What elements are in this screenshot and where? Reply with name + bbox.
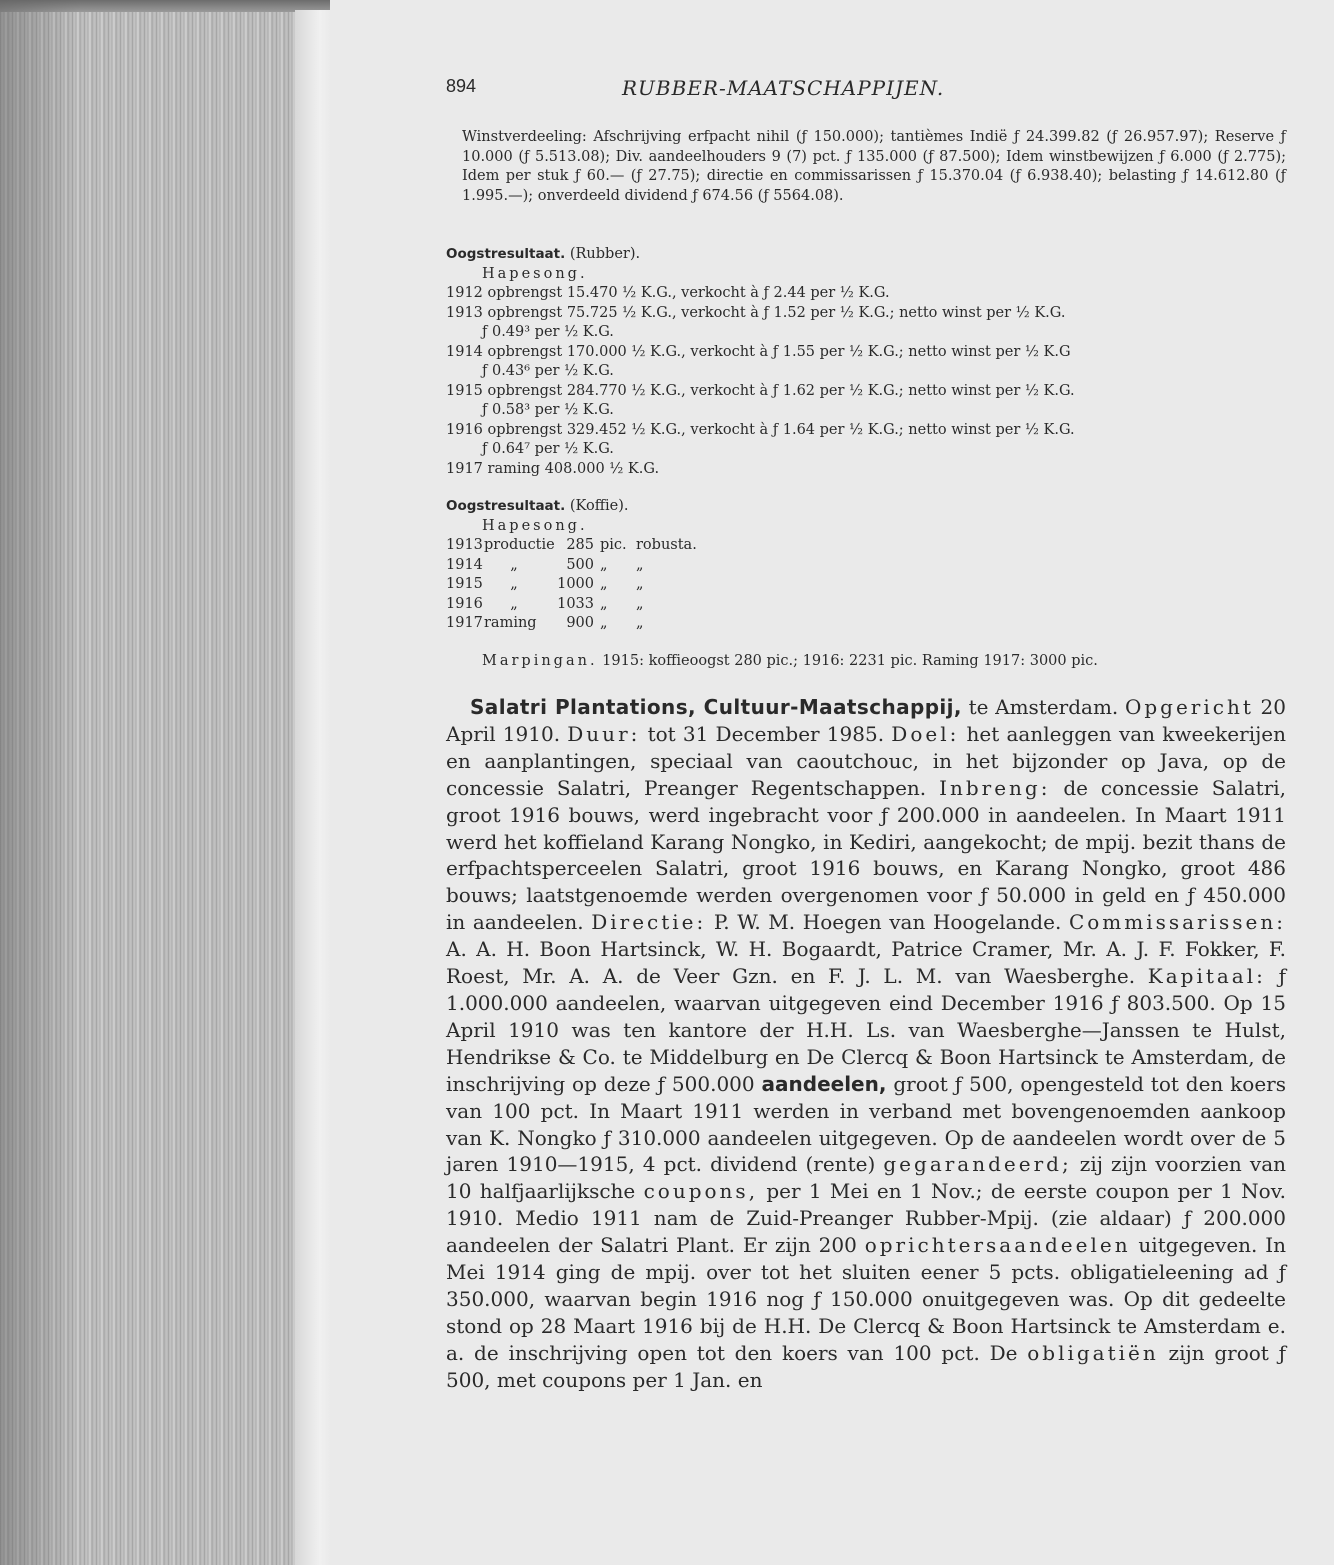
kind: raming xyxy=(484,615,537,631)
text: per 1 Mei en 1 Nov.; de eerste coupon per 1 Nov. 1910. Medio 1911 nam de Zuid-Preanger Rubber-Mpij. (zie aldaar) ƒ 200.000 aandeelen der Salatri Plant. Er zijn 200 xyxy=(446,1179,1287,1258)
salatri-paragraph xyxy=(446,694,1286,1394)
company-name: Salatri Plantations, Cultuur-Maatschappij, xyxy=(470,695,962,719)
rubber-line: 1916 opbrengst 329.452 ½ K.G., verkocht à ƒ 1.64 per ½ K.G.; netto winst per ½ K.G. xyxy=(446,421,1075,438)
rubber-line: 1917 raming 408.000 ½ K.G. xyxy=(446,460,660,477)
note: „ xyxy=(636,576,644,592)
value: 500 xyxy=(566,556,594,573)
text: tot 31 December 1985. xyxy=(640,721,892,746)
opgericht-label: Opgericht xyxy=(1124,695,1254,719)
doel-label: Doel: xyxy=(891,721,960,746)
unit: „ xyxy=(600,615,608,631)
obligatien-label: obligatiën xyxy=(1027,1340,1159,1365)
text: de concessie Salatri, groot 1916 bouws, werd ingebracht voor ƒ 200.000 in aandeelen. In Maart 1911 werd het koffieland Karang Nongko, in Kediri, aangekocht; de mpij. bezit thans de erfpachtsperceelen Salatri, groot 1916 bouws, en Karang Nongko, groot 486 bouws; laatstgenoemde werden overgenomen voor ƒ 50.000 in geld en ƒ 450.000 in aandeelen. xyxy=(446,775,1287,935)
kind: productie xyxy=(484,537,555,553)
salatri-entry xyxy=(446,694,1286,1394)
year: 1915 xyxy=(446,576,483,592)
oprichters-label: oprichtersaandeelen xyxy=(864,1233,1131,1258)
value: 1033 xyxy=(557,595,594,612)
text: zijn groot ƒ 500, met coupons per 1 Jan. en xyxy=(446,1340,1286,1392)
running-head xyxy=(446,76,1286,102)
text: groot ƒ 500, opengesteld tot den koers van 100 pct. In Maart 1911 werden in verband met bovengenoemden aankoop van K. Nongko ƒ 310.000 aandeelen uitgegeven. Op de aandeelen wordt over de 5 jaren 1910—1915, 4 pct. dividend (rente) xyxy=(446,1071,1286,1177)
unit: „ xyxy=(600,556,608,573)
year: 1913 xyxy=(446,537,483,553)
value: 285 xyxy=(566,537,594,553)
year: 1914 xyxy=(446,556,483,573)
winstverdeeling-text: Winstverdeeling: Afschrijving erfpacht nihil (ƒ 150.000); tantièmes Indië ƒ 24.399.82 (ƒ 26.957.97); Reserve ƒ 10.000 (ƒ 5.513.08); Div. aandeelhouders 9 (7) pct. ƒ 135.000 (ƒ 87.500); Idem winstbewijzen ƒ 6.000 (ƒ 2.775); Idem per stuk ƒ 60.— (ƒ 27.75); directie en commissarissen ƒ 15.370.04 (ƒ 6.938.40); belasting ƒ 14.612.80 (ƒ 1.995.—); onverdeeld dividend ƒ 674.56 (ƒ 5564.08). xyxy=(462,129,1286,204)
year: 1916 xyxy=(446,595,483,612)
note: „ xyxy=(636,595,644,612)
book-page-edges xyxy=(0,0,330,1565)
aandeelen-label: aandeelen, xyxy=(761,1071,887,1096)
rubber-estate: Hapesong. xyxy=(482,265,588,282)
directie-label: Directie: xyxy=(591,910,707,935)
koffie-harvest-section xyxy=(446,497,1286,671)
marpingan-line xyxy=(446,652,1286,672)
koffie-heading: Oogstresultaat. xyxy=(446,498,566,514)
rubber-line: ƒ 0.49³ per ½ K.G. xyxy=(482,324,614,340)
text: uitgegeven. In Mei 1914 ging de mpij. over tot het sluiten eener 5 pcts. obligatieleening ad ƒ 350.000, waarvan begin 1916 nog ƒ 150.000 onuitgegeven was. Op dit gedeelte stond op 28 Maart 1916 bij de H.H. De Clercq & Boon Hartsinck te Amsterdam e. a. de inschrijving open tot den koers van 100 pct. De xyxy=(446,1233,1287,1365)
koffie-row xyxy=(446,556,1286,576)
marpingan-text: 1915: koffieoogst 280 pic.; 1916: 2231 pic. Raming 1917: 3000 pic. xyxy=(602,652,1098,669)
unit: „ xyxy=(600,595,608,612)
kapitaal-label: Kapitaal: xyxy=(1147,964,1266,989)
koffie-subject: (Koffie). xyxy=(569,498,629,514)
commissarissen-label: Commissarissen: xyxy=(1068,910,1286,935)
rubber-line: ƒ 0.64⁷ per ½ K.G. xyxy=(482,441,614,457)
kind: „ xyxy=(510,556,518,573)
year: 1917 xyxy=(446,615,483,631)
kind: „ xyxy=(510,595,518,612)
text: P. W. M. Hoegen van Hoogelande. xyxy=(706,910,1069,935)
text: 20 April 1910. xyxy=(446,695,1286,746)
winstverdeeling-paragraph xyxy=(446,128,1286,206)
marpingan-label: Marpingan. xyxy=(482,652,598,669)
page-number: 894 xyxy=(446,76,477,96)
unit: „ xyxy=(600,576,608,592)
note: „ xyxy=(636,556,644,573)
koffie-row xyxy=(446,614,1286,634)
running-title: RUBBER-MAATSCHAPPIJEN. xyxy=(622,76,945,100)
rubber-line: 1913 opbrengst 75.725 ½ K.G., verkocht à ƒ 1.52 per ½ K.G.; netto winst per ½ K.G. xyxy=(446,304,1066,321)
rubber-line: 1912 opbrengst 15.470 ½ K.G., verkocht à ƒ 2.44 per ½ K.G. xyxy=(446,285,890,301)
koffie-row xyxy=(446,575,1286,595)
text: te Amsterdam. xyxy=(961,695,1125,719)
koffie-row xyxy=(446,536,1286,556)
rubber-line: 1915 opbrengst 284.770 ½ K.G., verkocht à ƒ 1.62 per ½ K.G.; netto winst per ½ K.G. xyxy=(446,382,1075,399)
duur-label: Duur: xyxy=(567,721,641,746)
koffie-estate: Hapesong. xyxy=(482,517,588,534)
note: „ xyxy=(636,615,644,631)
unit: pic. xyxy=(600,537,627,553)
text: A. A. H. Boon Hartsinck, W. H. Bogaardt, Patrice Cramer, Mr. A. J. F. Fokker, F. Roest, Mr. A. A. de Veer Gzn. en F. J. L. M. van Waesberghe. xyxy=(446,937,1286,989)
text: ƒ 1.000.000 aandeelen, waarvan uitgegeven eind December 1916 ƒ 803.500. Op 15 April 1910 was ten kantore der H.H. Ls. van Waesberghe—Janssen te Hulst, Hendrikse & Co. te Middelburg en De Clercq & Boon Hartsinck te Amsterdam, de inschrijving op deze ƒ 500.000 xyxy=(446,964,1286,1096)
value: 900 xyxy=(566,615,594,631)
rubber-line: ƒ 0.43⁶ per ½ K.G. xyxy=(482,363,614,379)
coupons-label: coupons, xyxy=(643,1179,759,1204)
koffie-row xyxy=(446,595,1286,615)
rubber-line: 1914 opbrengst 170.000 ½ K.G., verkocht à ƒ 1.55 per ½ K.G.; netto winst per ½ K.G xyxy=(446,343,1071,360)
kind: „ xyxy=(510,576,518,592)
text: zij zijn voorzien van 10 halfjaarlijksche xyxy=(446,1152,1287,1204)
value: 1000 xyxy=(557,576,594,592)
rubber-subject: (Rubber). xyxy=(569,246,641,262)
text: het aanleggen van kweekerijen en aanplantingen, speciaal van caoutchouc, in het bijzonder op Java, op de concessie Salatri, Preanger Regentschappen. xyxy=(446,721,1287,800)
note: robusta. xyxy=(636,537,697,553)
rubber-harvest-section xyxy=(446,245,1286,479)
inbreng-label: Inbreng: xyxy=(939,775,1051,800)
rubber-heading: Oogstresultaat. xyxy=(446,246,566,262)
gegarandeerd-label: gegarandeerd; xyxy=(883,1152,1072,1177)
book-page xyxy=(330,0,1334,1565)
rubber-line: ƒ 0.58³ per ½ K.G. xyxy=(482,402,614,418)
